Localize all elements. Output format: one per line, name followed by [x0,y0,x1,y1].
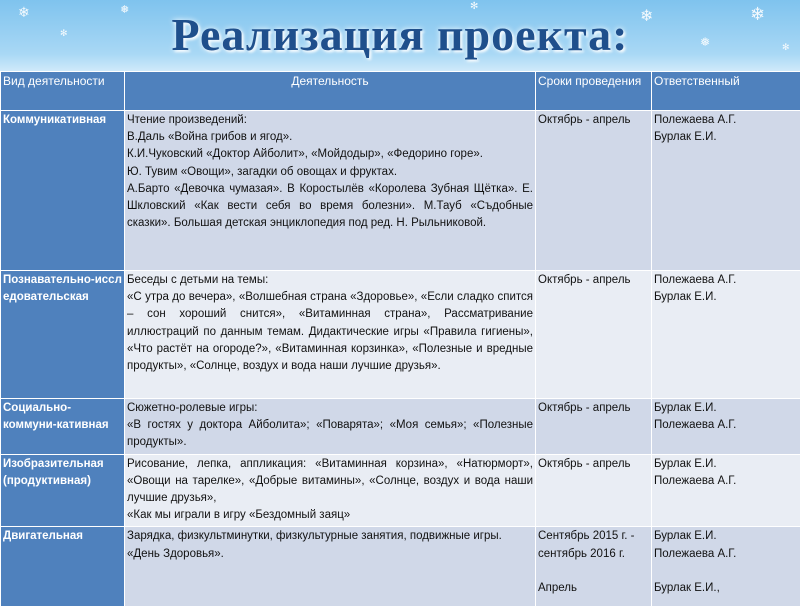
activity-line: «С утра до вечера», «Волшебная страна «Здоровье», «Если сладко спится – сон хороший снится», «Витаминная страна», Рассматривание иллюстраций по данным темам. Дидактические игры «Правила гигиены», «Что растёт на огороде?», «Витаминная корзинка», «Полезные и вредные продукты», «Солнце, воздух и вода наши лучшие друзья». [127,289,533,375]
activity-type-cell: Познавательно-исследовательская [1,271,125,399]
table-row [1,527,800,607]
responsible-line: Полежаева А.Г. [654,272,798,289]
snowflake-icon: ❅ [120,4,129,15]
period-line: Октябрь - апрель [538,272,649,289]
activity-cell [125,111,536,271]
period-cell [536,527,652,607]
activity-line: «Как мы играли в игру «Бездомный заяц» [127,507,533,524]
snowflake-icon: ❄ [640,8,653,24]
activity-line: Рисование, лепка, аппликация: «Витаминная корзина», «Натюрморт», «Овощи на тарелке», «Добрые витамины», «Солнце, воздух и вода наши лучшие друзья», [127,456,533,508]
header-activity: Деятельность [125,72,536,111]
snowflake-icon: ✻ [782,44,790,53]
activity-cell [125,271,536,399]
period-cell [536,399,652,455]
activity-cell [125,399,536,455]
responsible-line: Полежаева А.Г. [654,417,798,434]
snowflake-icon: ✻ [60,30,68,39]
responsible-spacer [654,563,798,580]
activity-line: «В гостях у доктора Айболита»; «Поварята»; «Моя семья»; «Полезные продукты». [127,417,533,451]
responsible-line: Полежаева А.Г. [654,473,798,490]
activity-type-cell: Изобразительная (продуктивная) [1,454,125,527]
period-cell [536,454,652,527]
table-header-row [1,72,800,111]
snowflake-icon: ❄ [750,6,765,24]
responsible-line: Бурлак Е.И., [654,580,798,597]
responsible-cell [652,527,800,607]
activity-line: В.Даль «Война грибов и ягод». [127,129,533,146]
activity-line: К.И.Чуковский «Доктор Айболит», «Мойдодыр», «Федорино горе». [127,146,533,163]
activity-line: Чтение произведений: [127,112,533,129]
period-line: Октябрь - апрель [538,400,649,417]
snowflake-icon: ✻ [470,2,478,12]
period-cell [536,271,652,399]
period-spacer [538,563,649,580]
snowflake-icon: ❄ [18,6,30,20]
responsible-line: Бурлак Е.И. [654,456,798,473]
responsible-cell [652,271,800,399]
activity-type-cell: Двигательная [1,527,125,607]
table-row [1,111,800,271]
snowflake-icon: ❅ [700,36,710,48]
period-line: Апрель [538,580,649,597]
responsible-line: Бурлак Е.И. [654,129,798,146]
activity-cell [125,454,536,527]
activity-cell [125,527,536,607]
period-cell [536,111,652,271]
table-row [1,399,800,455]
activity-line: Ю. Тувим «Овощи», загадки об овощах и фруктах. [127,164,533,181]
table-row [1,271,800,399]
responsible-cell [652,111,800,271]
responsible-line: Полежаева А.Г. [654,546,798,563]
activity-line: «День Здоровья». [127,546,533,563]
responsible-line: Бурлак Е.И. [654,289,798,306]
page-title: Реализация проекта: [0,8,800,61]
responsible-line: Полежаева А.Г. [654,112,798,129]
period-line: Октябрь - апрель [538,456,649,473]
header-activity-type: Вид деятельности [1,72,125,111]
period-line: Сентябрь 2015 г. - сентябрь 2016 г. [538,528,649,562]
responsible-line: Бурлак Е.И. [654,400,798,417]
activity-line: Сюжетно-ролевые игры: [127,400,533,417]
header-responsible: Ответственный [652,72,800,111]
period-line: Октябрь - апрель [538,112,649,129]
activity-line: Беседы с детьми на темы: [127,272,533,289]
responsible-line: Бурлак Е.И. [654,528,798,545]
responsible-cell [652,454,800,527]
activity-line: Зарядка, физкультминутки, физкультурные занятия, подвижные игры. [127,528,533,545]
header-period: Сроки проведения [536,72,652,111]
project-table [0,71,800,607]
activity-type-cell: Социально-коммуни-кативная [1,399,125,455]
table-row [1,454,800,527]
activity-line: А.Барто «Девочка чумазая». В Коростылёв «Королева Зубная Щётка». Е. Шкловский «Как вести себя во время болезни». М.Тауб «Съдобные сказки». Большая детская энциклопедия под ред. Н. Рыльниковой. [127,181,533,233]
activity-type-cell: Коммуникативная [1,111,125,271]
responsible-cell [652,399,800,455]
